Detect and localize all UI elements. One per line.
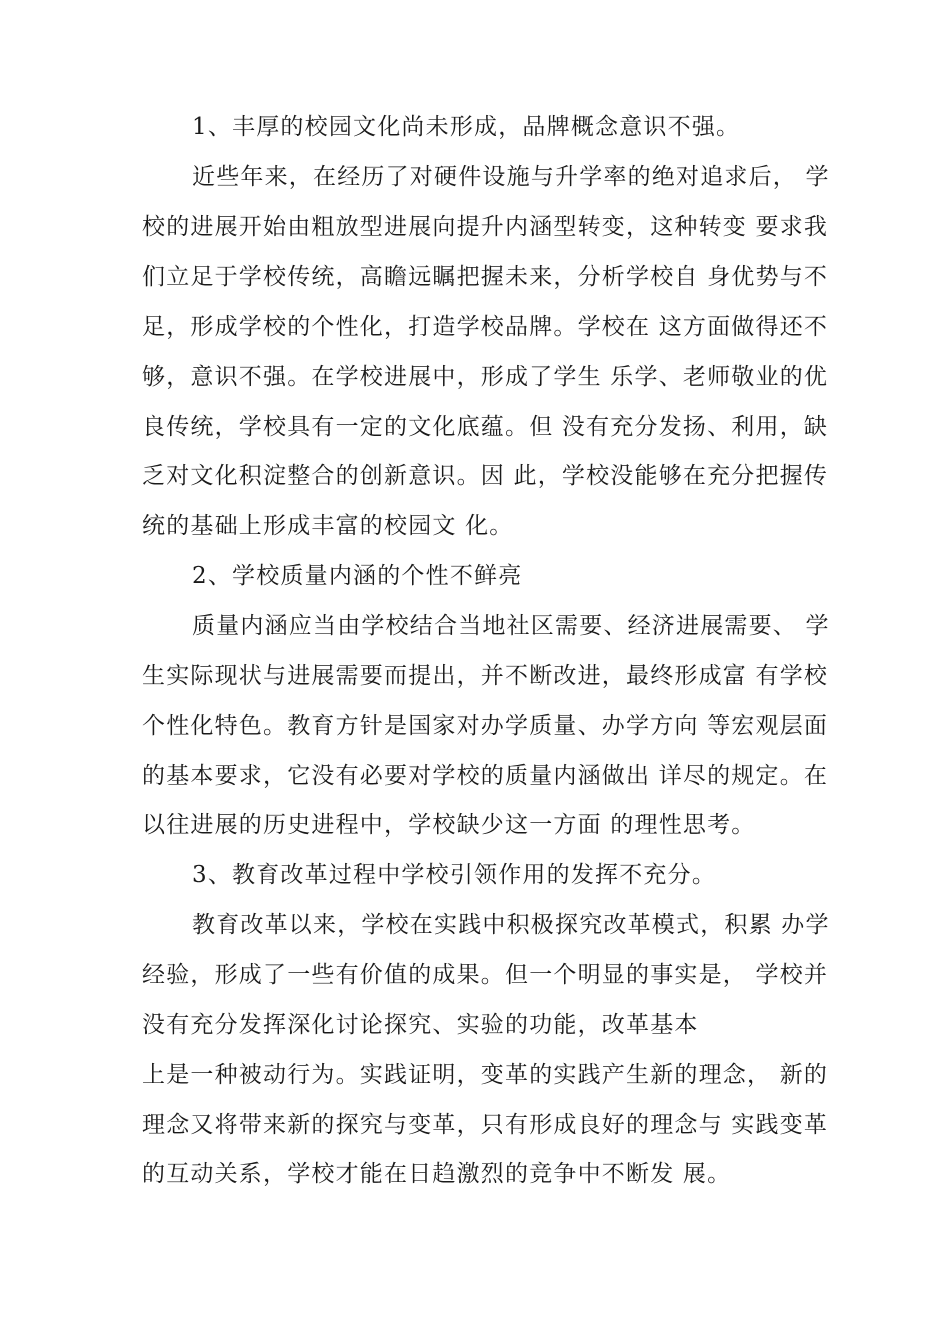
paragraph-1-line-8: 统的基础上形成丰富的校园文 化。 (142, 513, 514, 539)
paragraph-1-line-1: 近些年来，在经历了对硬件设施与升学率的绝对追求后， 学 (192, 164, 830, 190)
paragraph-3-line-2: 经验，形成了一些有价值的成果。但一个明显的事实是， 学校并 (142, 962, 829, 988)
paragraph-1-line-4: 足，形成学校的个性化，打造学校品牌。学校在 这方面做得还不 (142, 314, 829, 340)
paragraph-1-line-6: 良传统，学校具有一定的文化底蕴。但 没有充分发扬、利用，缺 (142, 414, 829, 440)
paragraph-2-line-4: 的基本要求，它没有必要对学校的质量内涵做出 详尽的规定。在 (142, 763, 829, 789)
paragraph-3-line-6: 的互动关系，学校才能在日趋激烈的竞争中不断发 展。 (142, 1161, 732, 1187)
paragraph-3-line-5: 理念又将带来新的探究与变革，只有形成良好的理念与 实践变革 (142, 1112, 829, 1138)
paragraph-1-line-7: 乏对文化积淀整合的创新意识。因 此，学校没能够在充分把握传 (142, 463, 829, 489)
heading-1: 1、丰厚的校园文化尚未形成，品牌概念意识不强。 (192, 114, 741, 140)
paragraph-1-line-2: 校的进展开始由粗放型进展向提升内涵型转变，这种转变 要求我 (142, 214, 829, 240)
paragraph-3-line-1: 教育改革以来，学校在实践中积极探究改革模式，积累 办学 (192, 912, 830, 938)
paragraph-1-line-3: 们立足于学校传统，高瞻远瞩把握未来，分析学校自 身优势与不 (142, 264, 829, 290)
paragraph-3-line-3: 没有充分发挥深化讨论探究、实验的功能，改革基本 (142, 1012, 699, 1038)
paragraph-2-line-5: 以往进展的历史进程中，学校缺少这一方面 的理性思考。 (142, 812, 756, 838)
paragraph-2-line-2: 生实际现状与进展需要而提出，并不断改进，最终形成富 有学校 (142, 663, 829, 689)
paragraph-2-line-1: 质量内涵应当由学校结合当地社区需要、经济进展需要、 学 (192, 613, 830, 639)
heading-3: 3、教育改革过程中学校引领作用的发挥不充分。 (192, 862, 717, 888)
paragraph-1-line-5: 够，意识不强。在学校进展中，形成了学生 乐学、老师敬业的优 (142, 364, 829, 390)
paragraph-2-line-3: 个性化特色。教育方针是国家对办学质量、办学方向 等宏观层面 (142, 713, 829, 739)
paragraph-3-line-4: 上是一种被动行为。实践证明，变革的实践产生新的理念， 新的 (142, 1062, 829, 1088)
heading-2: 2、学校质量内涵的个性不鲜亮 (192, 563, 523, 589)
